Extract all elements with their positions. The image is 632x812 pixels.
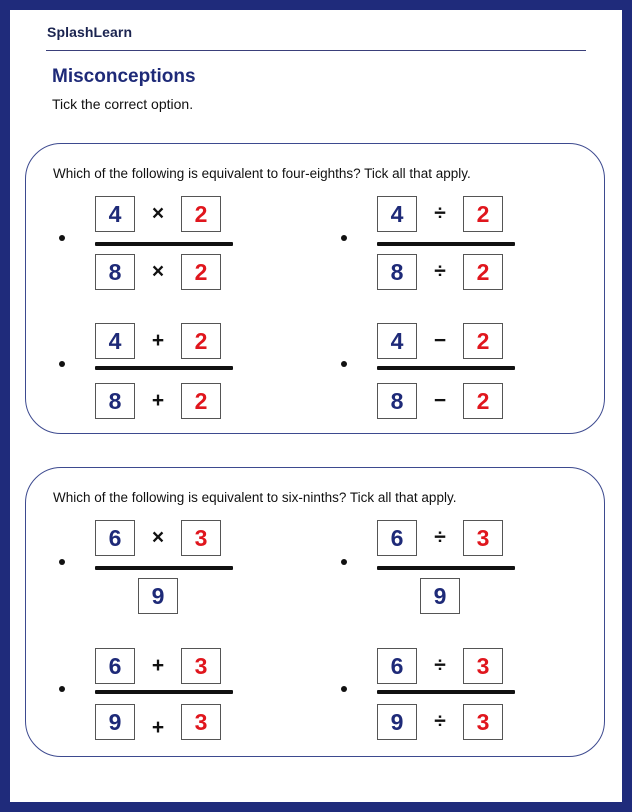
divisor-box: 3 (463, 704, 503, 740)
denominator-operator: + (151, 389, 165, 412)
fraction-bar (377, 690, 515, 694)
header-divider (46, 50, 586, 51)
denominator-operator: ÷ (434, 260, 446, 283)
option-item[interactable] (59, 520, 309, 620)
option-item[interactable] (341, 196, 591, 296)
fraction-expression (95, 196, 235, 296)
fraction-bar (377, 366, 515, 370)
subtrahend-box: 2 (463, 323, 503, 359)
denominator-operator: × (151, 260, 165, 283)
numerator-operator: ÷ (434, 654, 446, 677)
option-bullet (59, 235, 65, 241)
fraction-expression (95, 323, 235, 423)
option-item[interactable] (59, 196, 309, 296)
option-bullet (341, 559, 347, 565)
fraction-bar (377, 242, 515, 246)
numerator-operator: + (151, 654, 165, 677)
numerator-box: 4 (95, 196, 135, 232)
denominator-box: 8 (95, 383, 135, 419)
multiplier-box: 2 (181, 254, 221, 290)
option-bullet (59, 686, 65, 692)
numerator-box: 4 (95, 323, 135, 359)
numerator-box: 6 (95, 648, 135, 684)
divisor-box: 3 (463, 648, 503, 684)
fraction-expression (377, 196, 517, 296)
fraction-bar (95, 366, 233, 370)
fraction-bar (95, 690, 233, 694)
worksheet-page (10, 10, 622, 802)
addend-box: 3 (181, 704, 221, 740)
denominator-box: 9 (95, 704, 135, 740)
numerator-operator: + (151, 329, 165, 352)
subtrahend-box: 2 (463, 383, 503, 419)
option-item[interactable] (341, 323, 591, 423)
addend-box: 2 (181, 323, 221, 359)
denominator-operator: ÷ (434, 710, 446, 733)
numerator-box: 6 (95, 520, 135, 556)
option-bullet (341, 235, 347, 241)
question-prompt: Which of the following is equivalent to four-eighths? Tick all that apply. (53, 166, 471, 181)
fraction-expression (377, 520, 517, 620)
fraction-bar (95, 242, 233, 246)
page-title: Misconceptions (52, 66, 196, 87)
option-bullet (341, 361, 347, 367)
denominator-box: 9 (138, 578, 178, 614)
divisor-box: 2 (463, 196, 503, 232)
denominator-box: 8 (377, 254, 417, 290)
numerator-operator: − (433, 329, 447, 352)
denominator-operator: − (433, 389, 447, 412)
fraction-expression (377, 323, 517, 423)
divisor-box: 3 (463, 520, 503, 556)
denominator-operator: + (151, 716, 165, 739)
numerator-operator: ÷ (434, 526, 446, 549)
fraction-bar (377, 566, 515, 570)
multiplier-box: 3 (181, 520, 221, 556)
option-item[interactable] (59, 323, 309, 423)
question-card-2 (25, 467, 605, 757)
option-bullet (59, 361, 65, 367)
fraction-expression (377, 648, 517, 748)
divisor-box: 2 (463, 254, 503, 290)
denominator-box: 8 (377, 383, 417, 419)
addend-box: 2 (181, 383, 221, 419)
option-bullet (341, 686, 347, 692)
fraction-expression (95, 520, 235, 620)
numerator-box: 6 (377, 648, 417, 684)
option-item[interactable] (341, 648, 591, 748)
numerator-box: 4 (377, 323, 417, 359)
denominator-box: 9 (377, 704, 417, 740)
numerator-operator: ÷ (434, 202, 446, 225)
addend-box: 3 (181, 648, 221, 684)
numerator-box: 6 (377, 520, 417, 556)
instructions: Tick the correct option. (52, 96, 194, 112)
denominator-box: 9 (420, 578, 460, 614)
numerator-operator: × (151, 526, 165, 549)
option-item[interactable] (59, 648, 309, 748)
multiplier-box: 2 (181, 196, 221, 232)
option-item[interactable] (341, 520, 591, 620)
fraction-expression (95, 648, 235, 748)
option-bullet (59, 559, 65, 565)
question-prompt: Which of the following is equivalent to six-ninths? Tick all that apply. (53, 490, 457, 505)
brand-logo: SplashLearn (47, 24, 133, 40)
denominator-box: 8 (95, 254, 135, 290)
numerator-box: 4 (377, 196, 417, 232)
numerator-operator: × (151, 202, 165, 225)
question-card-1 (25, 143, 605, 434)
fraction-bar (95, 566, 233, 570)
